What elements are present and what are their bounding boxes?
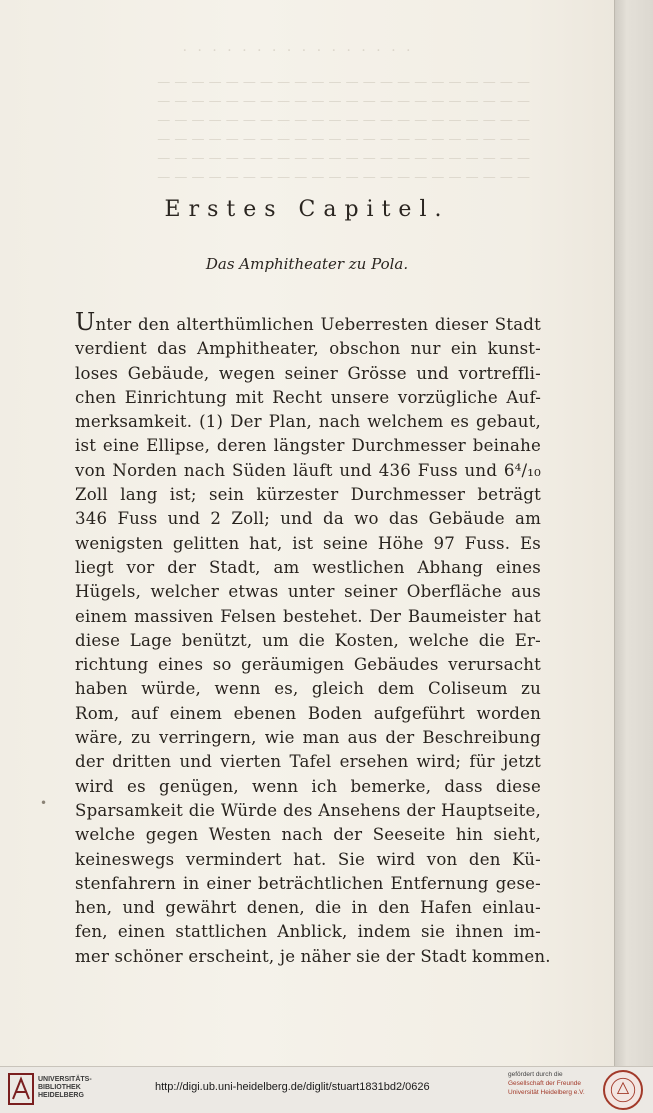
margin-dot: • [40, 796, 48, 810]
text-line: mer schöner erscheint, je näher sie der Stadt kommen. [75, 946, 551, 966]
text-line: merksamkeit. (1) Der Plan, nach welchem es gebaut, [75, 412, 541, 432]
text-line: loses Gebäude, wegen seiner Grösse und vortreffli- [75, 363, 541, 383]
text-line: Unter den alterthümlichen Ueberresten dieser Stadt [75, 308, 541, 336]
text-line: wenigsten gelitten hat, ist seine Höhe 97 Fuss. Es [75, 533, 541, 553]
text-line: fen, einen stattlichen Anblick, indem sie ihnen im- [75, 922, 541, 942]
text-line: Rom, auf einem ebenen Boden aufgeführt worden [75, 703, 541, 723]
drop-cap: U [75, 308, 96, 336]
text-line: keineswegs vermindert hat. Sie wird von den Kü- [75, 849, 541, 869]
text-line: hen, und gewährt denen, die in den Hafen einlau- [75, 898, 541, 918]
text-line: haben würde, wenn es, gleich dem Coliseum zu [75, 679, 541, 699]
university-library-logo-icon [8, 1073, 34, 1105]
text-line: ist eine Ellipse, deren längster Durchmesser beinahe [75, 436, 541, 456]
text-line: der dritten und vierten Tafel ersehen wird; für jetzt [75, 752, 541, 772]
chapter-subtitle: Das Amphitheater zu Pola. [205, 255, 409, 273]
chapter-title: Erstes Capitel. [164, 197, 450, 222]
text-line: richtung eines so geräumigen Gebäudes verursacht [75, 655, 541, 675]
text-line: chen Einrichtung mit Recht unsere vorzügliche Auf- [75, 387, 541, 407]
sponsor-text: gefördert durch die Gesellschaft der Freunde Universität Heidelberg e.V. [508, 1071, 585, 1096]
text-line: 346 Fuss und 2 Zoll; und da wo das Gebäude am [75, 509, 541, 529]
text-line: liegt vor der Stadt, am westlichen Abhang eines [75, 557, 541, 577]
text-line: wäre, zu verringern, wie man aus der Beschreibung [75, 728, 541, 748]
body-text [75, 308, 551, 969]
show-through-text: · · · · · · · · · · · · · · · · — — — — — — — — — — — — — — — — — — — — — — — — — — — — — — — — — — — — — — — — — — — — — — — — — — — — — — — — — — — — — — — — — — — — — — — — — — — — — — — — — — — — — — — — — — — — — — — — — — — — — — — — — — — — — — — — — — — — — — — — — — — — — — — — — — — — [157, 43, 530, 185]
text-line: Sparsamkeit die Würde des Ansehens der Hauptseite, [75, 800, 541, 820]
text-line: von Norden nach Süden läuft und 436 Fuss und 6⁴/₁₀ [75, 460, 541, 480]
university-seal-icon [603, 1070, 643, 1110]
permalink-url[interactable]: http://digi.ub.uni-heidelberg.de/diglit/stuart1831bd2/0626 [155, 1081, 430, 1093]
library-name: UNIVERSITÄTS- BIBLIOTHEK HEIDELBERG [38, 1076, 92, 1099]
footer-bar [0, 1066, 653, 1113]
page-edge [614, 0, 653, 1066]
text-line: einem massiven Felsen bestehet. Der Baumeister hat [75, 606, 541, 626]
text-line: wird es genügen, wenn ich bemerke, dass diese [75, 776, 541, 796]
text-line: verdient das Amphitheater, obschon nur ein kunst- [75, 339, 541, 359]
text-line: diese Lage benützt, um die Kosten, welche die Er- [75, 630, 541, 650]
text-line: Hügels, welcher etwas unter seiner Oberfläche aus [75, 582, 541, 602]
text-line: stenfahrern in einer beträchtlichen Entfernung gese- [75, 873, 541, 893]
text-line: welche gegen Westen nach der Seeseite hin sieht, [75, 825, 541, 845]
text-line: Zoll lang ist; sein kürzester Durchmesser beträgt [75, 485, 541, 505]
